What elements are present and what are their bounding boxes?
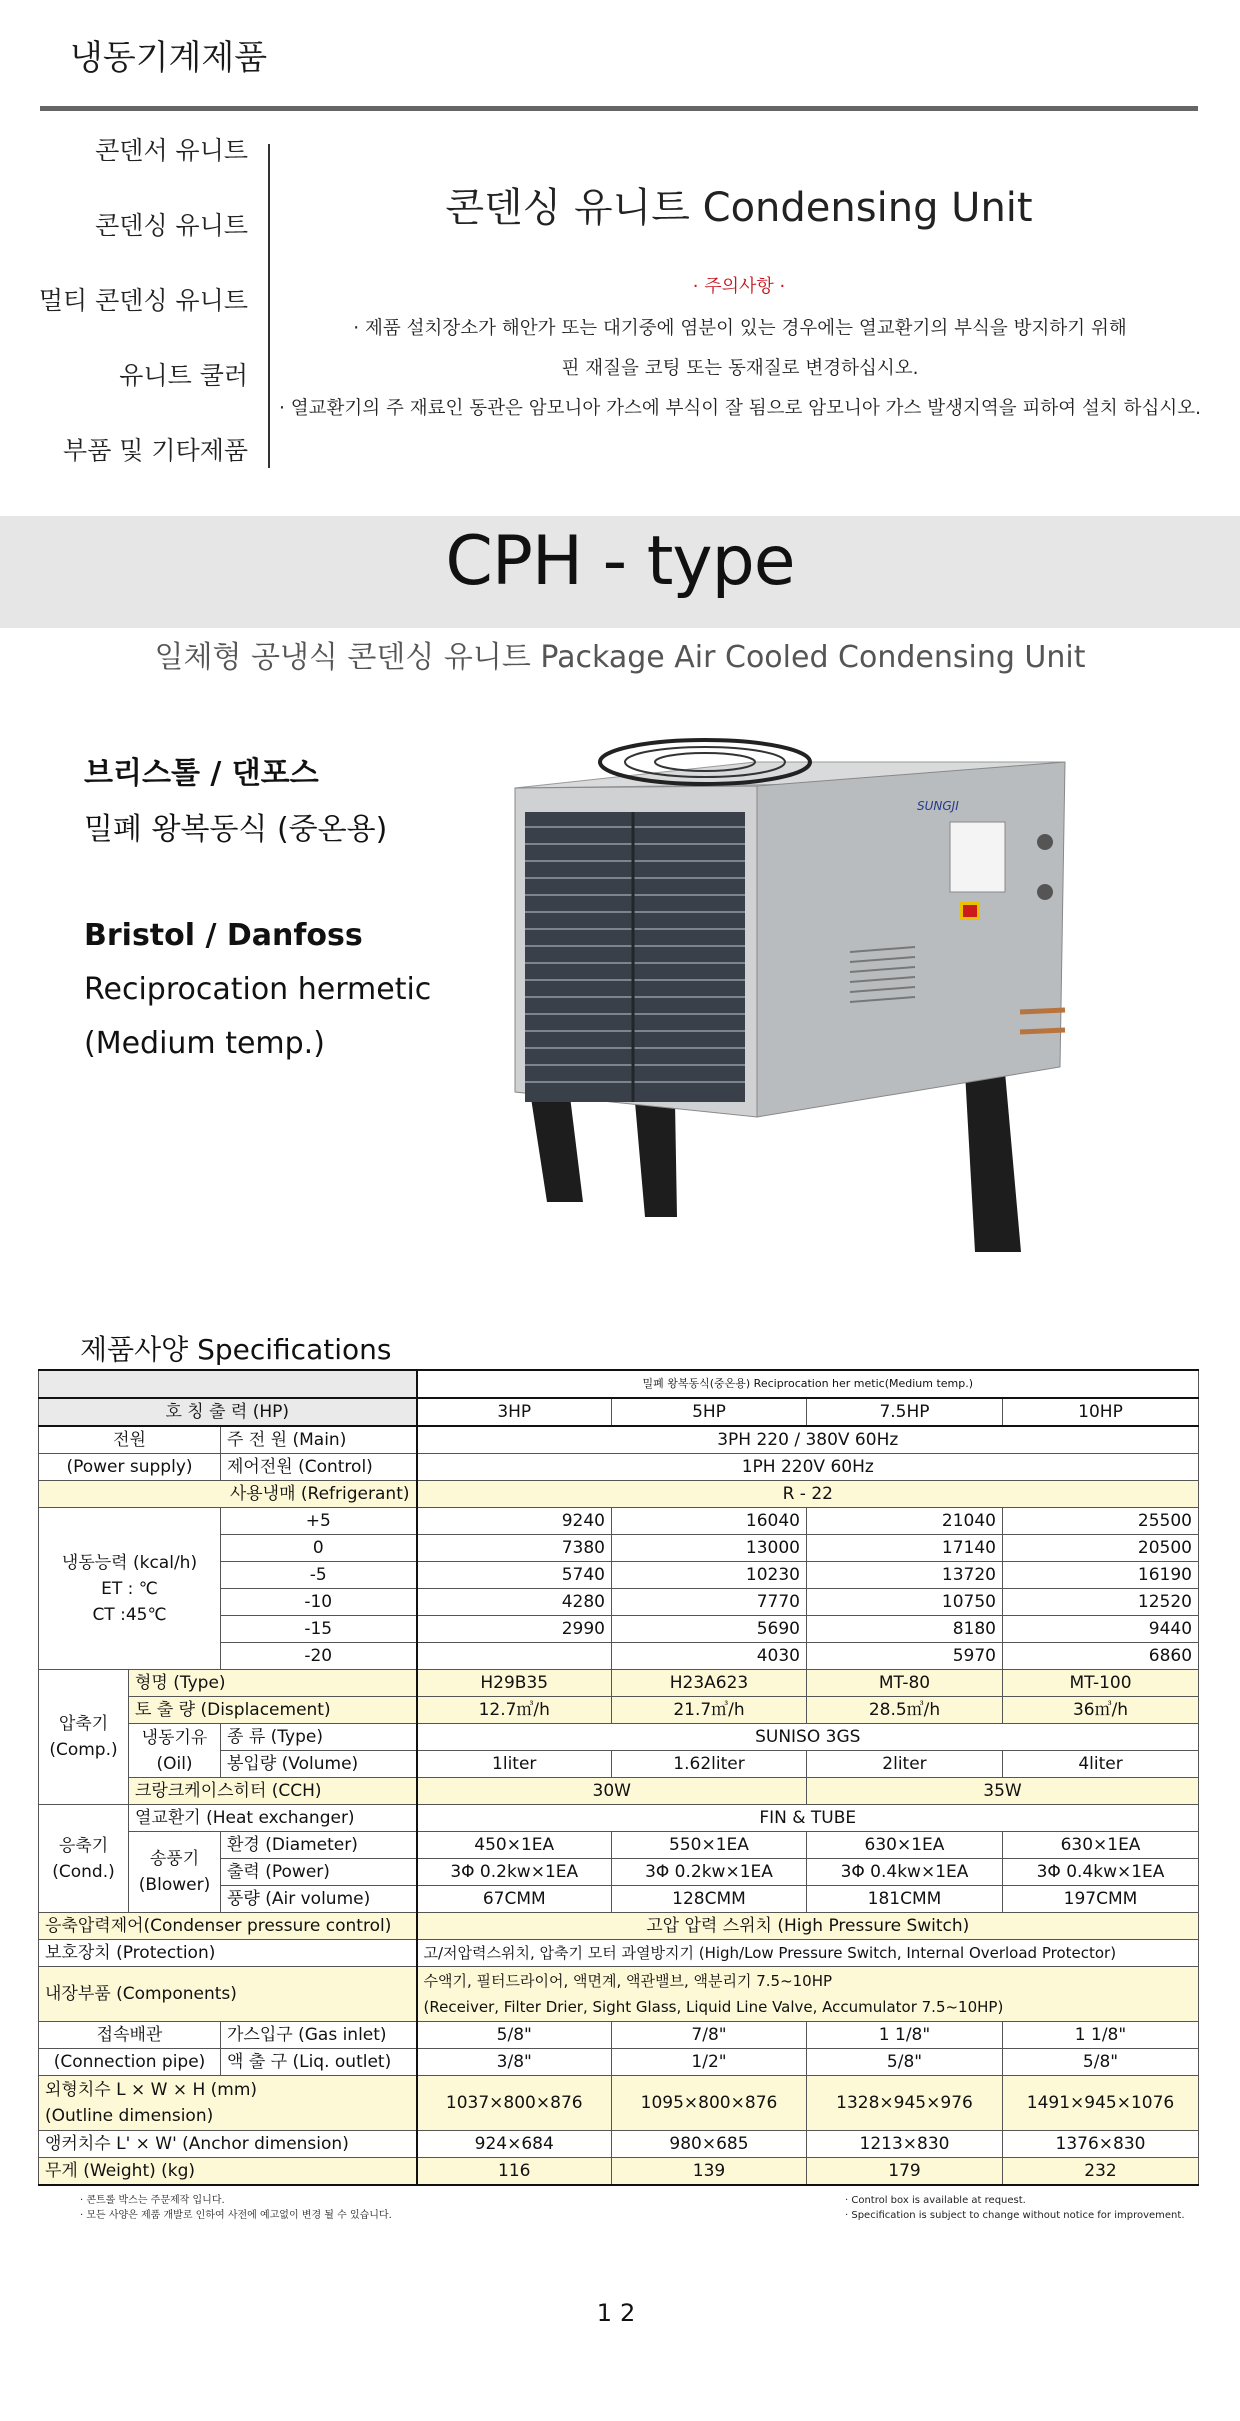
capacity-cell: 9440	[1003, 1616, 1199, 1643]
displacement-value: 21.7㎥/h	[612, 1697, 807, 1724]
diameter-value: 550×1EA	[612, 1832, 807, 1859]
components-value	[417, 1967, 1199, 2022]
spec-heading: 제품사양 Specifications	[80, 1333, 392, 1366]
capacity-cell: 5970	[807, 1643, 1003, 1670]
capacity-label	[39, 1508, 221, 1670]
model-header: 5HP	[612, 1398, 807, 1426]
blower-label-en: (Blower)	[138, 1875, 211, 1895]
section-heading: 콘덴싱 유니트 Condensing Unit	[445, 185, 1033, 231]
capacity-cell: 16190	[1003, 1562, 1199, 1589]
capacity-label-unit: 냉동능력 (kcal/h)	[61, 1552, 198, 1573]
heat-exchanger-value: FIN & TUBE	[417, 1805, 1199, 1832]
compressor-model: H29B35	[417, 1670, 612, 1697]
weight-value: 116	[417, 2158, 612, 2186]
air-volume-label: 풍량 (Air volume)	[221, 1886, 417, 1913]
capacity-cell: 21040	[807, 1508, 1003, 1535]
heat-exchanger-label: 열교환기 (Heat exchanger)	[129, 1805, 417, 1832]
nav-item-multi-condensing-unit[interactable]: 멀티 콘덴싱 유니트	[38, 286, 248, 315]
weight-value: 139	[612, 2158, 807, 2186]
nav-item-condenser-unit[interactable]: 콘덴서 유니트	[95, 136, 248, 165]
type-title: CPH - type	[445, 522, 795, 601]
condenser-label-en: (Cond.)	[52, 1861, 115, 1882]
air-volume-value: 128CMM	[612, 1886, 807, 1913]
oil-type-value: SUNISO 3GS	[417, 1724, 1199, 1751]
oil-volume-value: 4liter	[1003, 1751, 1199, 1778]
anchor-label: 앵커치수 L' × W' (Anchor dimension)	[39, 2131, 417, 2158]
outline-label-ko: 외형치수 L × W × H (mm)	[45, 2080, 258, 2100]
anchor-value: 1376×830	[1003, 2131, 1199, 2158]
capacity-cell: 2990	[417, 1616, 612, 1643]
fan-power-label: 출력 (Power)	[221, 1859, 417, 1886]
gas-inlet-label: 가스입구 (Gas inlet)	[221, 2022, 417, 2049]
oil-volume-label: 봉입량 (Volume)	[221, 1751, 417, 1778]
capacity-cell: 12520	[1003, 1589, 1199, 1616]
cch-label: 크랑크케이스히터 (CCH)	[129, 1778, 417, 1805]
capacity-cell: 13720	[807, 1562, 1003, 1589]
capacity-cell: 20500	[1003, 1535, 1199, 1562]
model-header: 7.5HP	[807, 1398, 1003, 1426]
et-value: -5	[221, 1562, 417, 1589]
liq-outlet-value: 1/2"	[612, 2049, 807, 2076]
outline-value: 1328×945×976	[807, 2076, 1003, 2131]
weight-value: 232	[1003, 2158, 1199, 2186]
liq-outlet-value: 5/8"	[1003, 2049, 1199, 2076]
displacement-value: 28.5㎥/h	[807, 1697, 1003, 1724]
spec-table	[38, 1369, 1199, 2186]
et-value: -15	[221, 1616, 417, 1643]
control-power-label: 제어전원 (Control)	[221, 1454, 417, 1481]
power-supply-label-en: (Power supply)	[39, 1454, 221, 1481]
gas-inlet-value: 1 1/8"	[807, 2022, 1003, 2049]
main-power-value: 3PH 220 / 380V 60Hz	[417, 1426, 1199, 1454]
gas-inlet-value: 1 1/8"	[1003, 2022, 1199, 2049]
side-nav	[0, 136, 248, 511]
components-value-en: (Receiver, Filter Drier, Sight Glass, Liquid Line Valve, Accumulator 7.5~10HP)	[423, 1998, 1004, 2016]
model-header: 10HP	[1003, 1398, 1199, 1426]
footnote-left-1: · 콘트롤 박스는 주문제작 입니다.	[80, 2195, 225, 2206]
air-volume-value: 67CMM	[417, 1886, 612, 1913]
capacity-cell: 5740	[417, 1562, 612, 1589]
capacity-cell: 10230	[612, 1562, 807, 1589]
footnote-left-2: · 모든 사양은 제품 개발로 인하여 사전에 예고없이 변경 될 수 있습니다.	[80, 2210, 392, 2221]
product-image	[505, 732, 1085, 1272]
blower-label-ko: 송풍기	[149, 1849, 200, 1869]
compressor-type-header: 밀폐 왕복동식(중온용) Reciprocation her metic(Medium temp.)	[417, 1370, 1199, 1398]
compressor-model: MT-100	[1003, 1670, 1199, 1697]
displacement-label: 토 출 량 (Displacement)	[129, 1697, 417, 1724]
compressor-model: H23A623	[612, 1670, 807, 1697]
cch-value: 35W	[807, 1778, 1199, 1805]
outline-label	[39, 2076, 417, 2131]
liq-outlet-value: 3/8"	[417, 2049, 612, 2076]
brand-logo: SUNGJI	[917, 799, 959, 813]
outline-label-en: (Outline dimension)	[45, 2106, 214, 2126]
capacity-cell: 16040	[612, 1508, 807, 1535]
model-header: 3HP	[417, 1398, 612, 1426]
connection-label: 접속배관	[39, 2022, 221, 2049]
desc-type-ko: 밀폐 왕복동식 (중온용)	[84, 812, 388, 847]
control-power-value: 1PH 220V 60Hz	[417, 1454, 1199, 1481]
gas-inlet-value: 5/8"	[417, 2022, 612, 2049]
capacity-cell: 7770	[612, 1589, 807, 1616]
capacity-cell: 13000	[612, 1535, 807, 1562]
capacity-cell: 10750	[807, 1589, 1003, 1616]
desc-type-en: Reciprocation hermetic	[84, 972, 432, 1007]
connection-label-en: (Connection pipe)	[39, 2049, 221, 2076]
displacement-value: 36㎥/h	[1003, 1697, 1199, 1724]
capacity-cell: 8180	[807, 1616, 1003, 1643]
rated-output-label: 호 칭 출 력 (HP)	[39, 1398, 417, 1426]
et-value: 0	[221, 1535, 417, 1562]
notice-line: 핀 재질을 코팅 또는 동재질로 변경하십시오.	[561, 358, 919, 379]
main-power-label: 주 전 원 (Main)	[221, 1426, 417, 1454]
capacity-cell: 4030	[612, 1643, 807, 1670]
page-title: 냉동기계제품	[70, 38, 268, 78]
capacity-cell: 5690	[612, 1616, 807, 1643]
weight-value: 179	[807, 2158, 1003, 2186]
gas-inlet-value: 7/8"	[612, 2022, 807, 2049]
compressor-type-label: 형명 (Type)	[129, 1670, 417, 1697]
anchor-value: 1213×830	[807, 2131, 1003, 2158]
fan-power-value: 3Φ 0.2kw×1EA	[612, 1859, 807, 1886]
anchor-value: 924×684	[417, 2131, 612, 2158]
notice-line: · 열교환기의 주 재료인 동관은 암모니아 가스에 부식이 잘 됨으로 암모니아 가스 발생지역을 피하여 설치 하십시오.	[278, 398, 1202, 419]
capacity-cell: 25500	[1003, 1508, 1199, 1535]
protection-label: 보호장치 (Protection)	[39, 1940, 417, 1967]
oil-volume-value: 2liter	[807, 1751, 1003, 1778]
oil-type-label: 종 류 (Type)	[221, 1724, 417, 1751]
fan-power-value: 3Φ 0.2kw×1EA	[417, 1859, 612, 1886]
air-volume-value: 197CMM	[1003, 1886, 1199, 1913]
notice-line: · 제품 설치장소가 해안가 또는 대기중에 염분이 있는 경우에는 열교환기의 부식을 방지하기 위해	[353, 318, 1127, 339]
liq-outlet-label: 액 출 구 (Liq. outlet)	[221, 2049, 417, 2076]
product-subtitle: 일체형 공냉식 콘덴싱 유니트 Package Air Cooled Condensing Unit	[154, 640, 1086, 675]
pressure-control-value: 고압 압력 스위치 (High Pressure Switch)	[417, 1913, 1199, 1940]
diameter-value: 630×1EA	[1003, 1832, 1199, 1859]
weight-label: 무게 (Weight) (kg)	[39, 2158, 417, 2186]
fan-power-value: 3Φ 0.4kw×1EA	[1003, 1859, 1199, 1886]
diameter-value: 630×1EA	[807, 1832, 1003, 1859]
components-value-ko: 수액기, 필터드라이어, 액면계, 액관밸브, 액분리기 7.5~10HP	[423, 1972, 833, 1990]
page-number: 12	[596, 2299, 644, 2327]
fan-power-value: 3Φ 0.4kw×1EA	[807, 1859, 1003, 1886]
outline-value: 1491×945×1076	[1003, 2076, 1199, 2131]
air-volume-value: 181CMM	[807, 1886, 1003, 1913]
capacity-cell: 17140	[807, 1535, 1003, 1562]
oil-label-ko: 냉동기유	[141, 1727, 208, 1748]
oil-volume-value: 1liter	[417, 1751, 612, 1778]
blower-label	[129, 1832, 221, 1913]
oil-volume-value: 1.62liter	[612, 1751, 807, 1778]
capacity-cell: 4280	[417, 1589, 612, 1616]
components-label: 내장부품 (Components)	[39, 1967, 417, 2022]
cch-value: 30W	[417, 1778, 807, 1805]
displacement-value: 12.7㎥/h	[417, 1697, 612, 1724]
footnote-right-1: · Control box is available at request.	[845, 2195, 1026, 2206]
diameter-value: 450×1EA	[417, 1832, 612, 1859]
nav-item-condensing-unit[interactable]: 콘덴싱 유니트	[95, 211, 248, 240]
oil-label	[129, 1724, 221, 1778]
desc-brand-ko: 브리스톨 / 댄포스	[84, 756, 319, 791]
anchor-value: 980×685	[612, 2131, 807, 2158]
liq-outlet-value: 5/8"	[807, 2049, 1003, 2076]
capacity-cell	[417, 1643, 612, 1670]
footnote-right-2: · Specification is subject to change without notice for improvement.	[845, 2210, 1185, 2221]
desc-brand-en: Bristol / Danfoss	[84, 918, 363, 953]
nav-item-unit-cooler[interactable]: 유니트 쿨러	[119, 361, 248, 390]
title-divider	[40, 106, 1198, 111]
capacity-cell: 7380	[417, 1535, 612, 1562]
compressor-label	[39, 1670, 129, 1805]
outline-value: 1095×800×876	[612, 2076, 807, 2131]
pressure-control-label: 응축압력제어(Condenser pressure control)	[39, 1913, 417, 1940]
diameter-label: 환경 (Diameter)	[221, 1832, 417, 1859]
compressor-model: MT-80	[807, 1670, 1003, 1697]
compressor-label-ko: 압축기	[58, 1714, 109, 1734]
condenser-label	[39, 1805, 129, 1913]
refrigerant-value: R - 22	[417, 1481, 1199, 1508]
et-value: +5	[221, 1508, 417, 1535]
outline-value: 1037×800×876	[417, 2076, 612, 2131]
oil-label-en: (Oil)	[156, 1753, 193, 1774]
capacity-label-et: ET : ℃	[101, 1578, 158, 1599]
et-value: -20	[221, 1643, 417, 1670]
nav-item-parts[interactable]: 부품 및 기타제품	[63, 436, 248, 465]
notice-title: · 주의사항 ·	[692, 276, 786, 297]
refrigerant-label: 사용냉매 (Refrigerant)	[39, 1481, 417, 1508]
power-supply-label: 전원	[39, 1426, 221, 1454]
protection-value: 고/저압력스위치, 압축기 모터 과열방지기 (High/Low Pressure Switch, Internal Overload Protector)	[417, 1940, 1199, 1967]
capacity-cell: 9240	[417, 1508, 612, 1535]
condenser-label-ko: 응축기	[58, 1835, 109, 1856]
capacity-label-ct: CT :45℃	[92, 1604, 167, 1625]
et-value: -10	[221, 1589, 417, 1616]
compressor-label-en: (Comp.)	[49, 1740, 118, 1760]
capacity-cell: 6860	[1003, 1643, 1199, 1670]
desc-temp-en: (Medium temp.)	[84, 1026, 325, 1061]
